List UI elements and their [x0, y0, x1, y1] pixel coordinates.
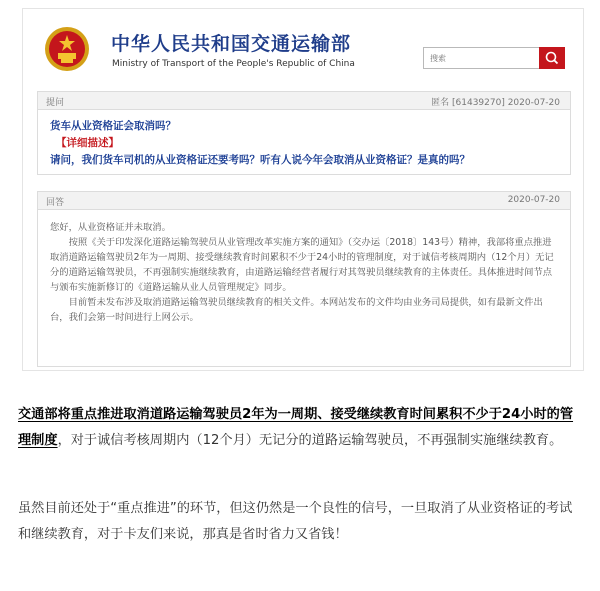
question-header [38, 92, 570, 110]
question-body [38, 110, 570, 169]
answer-paragraph: 按照《关于印发深化道路运输驾驶员从业管理改革实施方案的通知》（交办运〔2018〕143号）精神，我部将重点推进取消道路运输驾驶员2年为一周期、接受继续教育时间累积不少于24小时的管理制度，对于诚信考核周期内（12个月）无记分的道路运输驾驶员，不再强制实施继续教育，由道路运输经营者履行对其驾驶员继续教育的主体责任。具体推进时间节点与颁布实施新修订的《道路运输从业人员管理规定》同步。 [50, 237, 554, 293]
search-button[interactable] [539, 47, 565, 69]
answer-body [38, 210, 570, 325]
national-emblem-icon [43, 25, 91, 73]
search-input[interactable] [423, 47, 539, 69]
question-meta: 匿名 [61439270] 2020-07-20 [431, 98, 560, 108]
article-highlight: 交通部将重点推进取消道路运输驾驶员2年为一周期、接受继续教育时间累积不少于24小时的管理制度 [18, 407, 574, 448]
question-label: 提问 [46, 98, 65, 108]
answer-paragraph: 目前暂未发布涉及取消道路运输驾驶员继续教育的相关文件。本网站发布的文件均由业务司局提供，如有最新文件出台，我们会第一时间进行上网公示。 [50, 297, 543, 323]
answer-paragraph: 您好，从业资格证并未取消。 [50, 222, 171, 233]
site-header [23, 9, 583, 89]
question-title: 货车从业资格证会取消吗？ [50, 120, 176, 132]
answer-header [38, 192, 570, 210]
article-paragraph-1 [18, 402, 584, 454]
answer-label: 回答 [46, 198, 65, 208]
question-detail: 请问，我们货车司机的从业资格证还要考吗？听有人说今年会取消从业资格证？是真的吗？ [50, 154, 470, 166]
search-icon [539, 47, 565, 69]
detail-label: 【详细描述】 [56, 137, 119, 149]
screenshot-frame [22, 8, 584, 371]
site-subtitle: Ministry of Transport of the People's Republic of China [112, 59, 355, 69]
answer-date: 2020-07-20 [507, 195, 560, 205]
search-box [423, 47, 565, 69]
article-text: ，对于诚信考核周期内（12个月）无记分的道路运输驾驶员，不再强制实施继续教育。 [57, 433, 563, 448]
article-paragraph-2: 虽然目前还处于“重点推进”的环节，但这仍然是一个良性的信号，一旦取消了从业资格证的考试和继续教育，对于卡友们来说，那真是省时省力又省钱！ [18, 501, 573, 542]
question-panel [37, 91, 571, 175]
answer-panel [37, 191, 571, 367]
site-title: 中华人民共和国交通运输部 [111, 33, 352, 55]
